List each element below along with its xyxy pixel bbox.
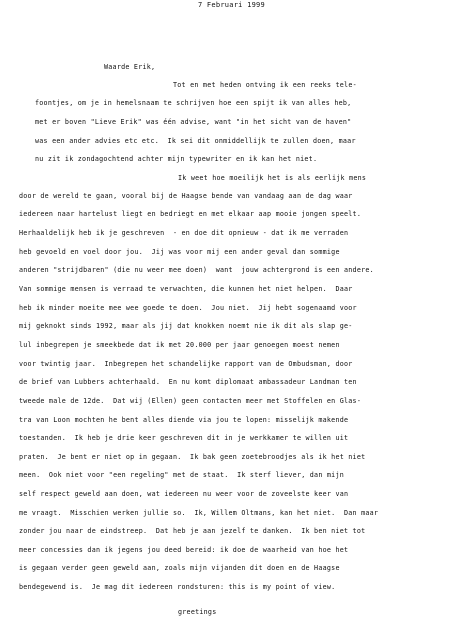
body-line: is gegaan verder geen geweld aan, zoals mijn vijanden dit doen en de Haagse <box>19 564 340 572</box>
letter-closing: greetings <box>178 608 217 616</box>
body-line: voor twintig jaar. Inbegrepen het schandelijke rapport van de Ombudsman, door <box>19 360 353 368</box>
body-line: praten. Je bent er niet op in gegaan. Ik bak geen zoetebroodjes als ik het niet <box>19 453 366 461</box>
body-line: Tot en met heden ontving ik een reeks tele- <box>173 81 357 89</box>
body-line: meen. Ook niet voor "een regeling" met de staat. Ik sterf liever, dan mijn <box>19 471 344 479</box>
body-line: Ik weet hoe moeilijk het is als eerlijk mens <box>178 174 367 182</box>
body-line: iedereen naar hartelust liegt en bedriegt en met elkaar aap mooie jongen speelt. <box>19 210 362 218</box>
body-line: nu zit ik zondagochtend achter mijn typewriter en ik kan het niet. <box>35 155 318 163</box>
body-line: tra van Loon mochten he bent alles diende via jou te lopen: misselijk makende <box>19 416 349 424</box>
body-line: door de wereld te gaan, vooral bij de Haagse bende van vandaag aan de dag waar <box>19 192 353 200</box>
body-line: meer concessies dan ik jegens jou deed bereid: ik doe de waarheid van hoe het <box>19 546 349 554</box>
body-line: Van sommige mensen is verraad te verwachten, die kunnen het niet helpen. Daar <box>19 285 353 293</box>
body-line: heb gevoeld en voel door jou. Jij was voor mij een ander geval dan sommige <box>19 248 340 256</box>
body-line: bendegewend is. Je mag dit iedereen rondsturen: this is my point of view. <box>19 583 336 591</box>
body-line: self respect geweld aan doen, wat iedereen nu weer voor de zoveelste keer van <box>19 490 349 498</box>
body-line: tweede male de 12de. Dat wij (Ellen) geen contacten meer met Stoffelen en Glas- <box>19 397 362 405</box>
body-line: Herhaaldelijk heb ik je geschreven - en doe dit opnieuw - dat ik me verraden <box>19 229 349 237</box>
body-line: foontjes, om je in hemelsnaam te schrijven hoe een spijt ik van alles heb, <box>35 99 352 107</box>
body-line: anderen "strijdbaren" (die nu weer mee doen) want jouw achtergrond is een andere. <box>19 266 374 274</box>
letter-salutation: Waarde Erik, <box>104 63 156 71</box>
body-line: zonder jou naar de eindstreep. Dat heb je aan jezelf te danken. Ik ben niet tot <box>19 527 366 535</box>
body-line: me vraagt. Misschien werken jullie so. Ik, Willem Oltmans, kan het niet. Dan maar <box>19 509 379 517</box>
body-line: lul inbegrepen je smeekbede dat ik met 20.000 per jaar genoegen moest nemen <box>19 341 340 349</box>
body-line: mij geknokt sinds 1992, maar als jij dat knokken noemt nie ik dit als slap ge- <box>19 322 353 330</box>
body-line: de brief van Lubbers achterhaald. En nu komt diplomaat ambassadeur Landman ten <box>19 378 357 386</box>
body-line: was een ander advies etc etc. Ik sei dit onmiddellijk te zullen doen, maar <box>35 137 356 145</box>
body-line: met er boven "Lieve Erik" was één advise, want "in het sicht van de haven" <box>35 118 352 126</box>
body-line: toestanden. Ik heb je drie keer geschreven dit in je werkkamer te willen uit <box>19 434 349 442</box>
letter-date: 7 Februari 1999 <box>198 1 265 9</box>
body-line: heb ik minder moeite mee wee goede te doen. Jou niet. Jij hebt sogenaamd voor <box>19 304 357 312</box>
